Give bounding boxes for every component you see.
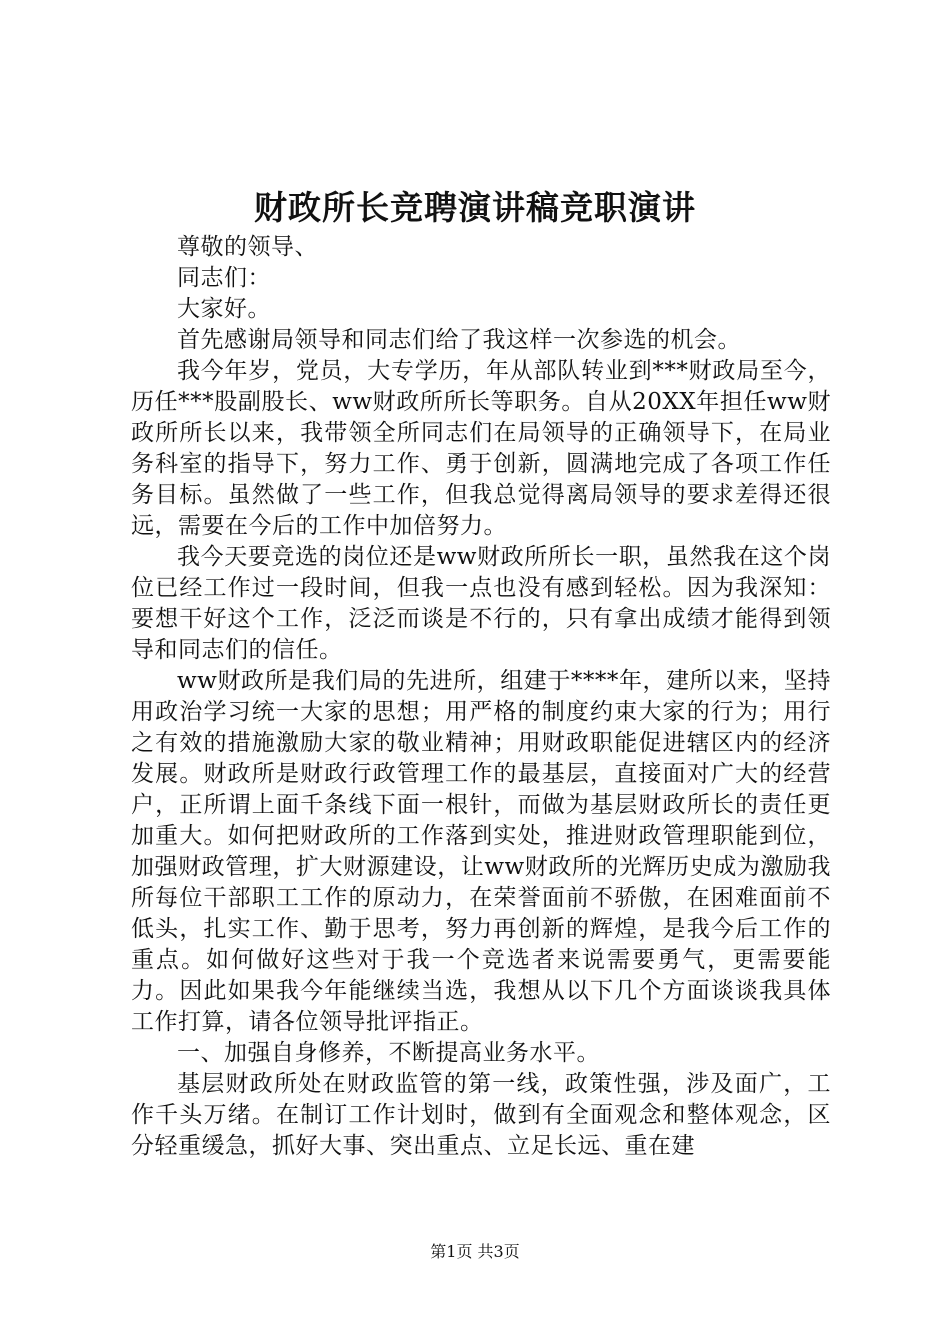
paragraph-self-introduction: 我今年岁，党员，大专学历，年从部队转业到***财政局至今，历任***股副股长、ww财政所所长等职务。自从20XX年担任ww财政所所长以来，我带领全所同志们在局领导的正确领导下，在局业务科室的指导下，努力工作、勇于创新，圆满地完成了各项工作任务目标。虽然做了一些工作，但我总觉得离局领导的要求差得还很远，需要在今后的工作中加倍努力。 xyxy=(131,358,831,539)
paragraph-thanks: 首先感谢局领导和同志们给了我这样一次参选的机会。 xyxy=(177,327,741,353)
paragraph-position-goal: 我今天要竞选的岗位还是ww财政所所长一职，虽然我在这个岗位已经工作过一段时间，但我一点也没有感到轻松。因为我深知：要想干好这个工作，泛泛而谈是不行的，只有拿出成绩才能得到领导和同志们的信任。 xyxy=(131,544,831,663)
paragraph-salutation-leaders: 尊敬的领导、 xyxy=(177,234,318,260)
document-body xyxy=(131,232,831,1162)
paragraph-section-heading-1: 一、加强自身修养，不断提高业务水平。 xyxy=(177,1040,600,1066)
document-title: 财政所长竞聘演讲稿竞职演讲 xyxy=(254,188,696,227)
paragraph-greeting: 大家好。 xyxy=(177,296,271,322)
paragraph-office-background: ww财政所是我们局的先进所，组建于****年，建所以来，坚持用政治学习统一大家的思想；用严格的制度约束大家的行为；用行之有效的措施激励大家的敬业精神；用财政职能促进辖区内的经济发展。财政所是财政行政管理工作的最基层，直接面对广大的经营户，正所谓上面千条线下面一根针，而做为基层财政所长的责任更加重大。如何把财政所的工作落到实处，推进财政管理职能到位，加强财政管理，扩大财源建设，让ww财政所的光辉历史成为激励我所每位干部职工工作的原动力，在荣誉面前不骄傲，在困难面前不低头，扎实工作、勤于思考，努力再创新的辉煌，是我今后工作的重点。如何做好这些对于我一个竞选者来说需要勇气，更需要能力。因此如果我今年能继续当选，我想从以下几个方面谈谈我具体工作打算，请各位领导批评指正。 xyxy=(131,668,831,1035)
paragraph-section-1-body: 基层财政所处在财政监管的第一线，政策性强，涉及面广，工作千头万绪。在制订工作计划时，做到有全面观念和整体观念，区分轻重缓急，抓好大事、突出重点、立足长远、重在建 xyxy=(131,1071,831,1159)
paragraph-salutation-comrades: 同志们： xyxy=(177,265,271,291)
page-number-footer: 第1页 共3页 xyxy=(430,1242,520,1261)
